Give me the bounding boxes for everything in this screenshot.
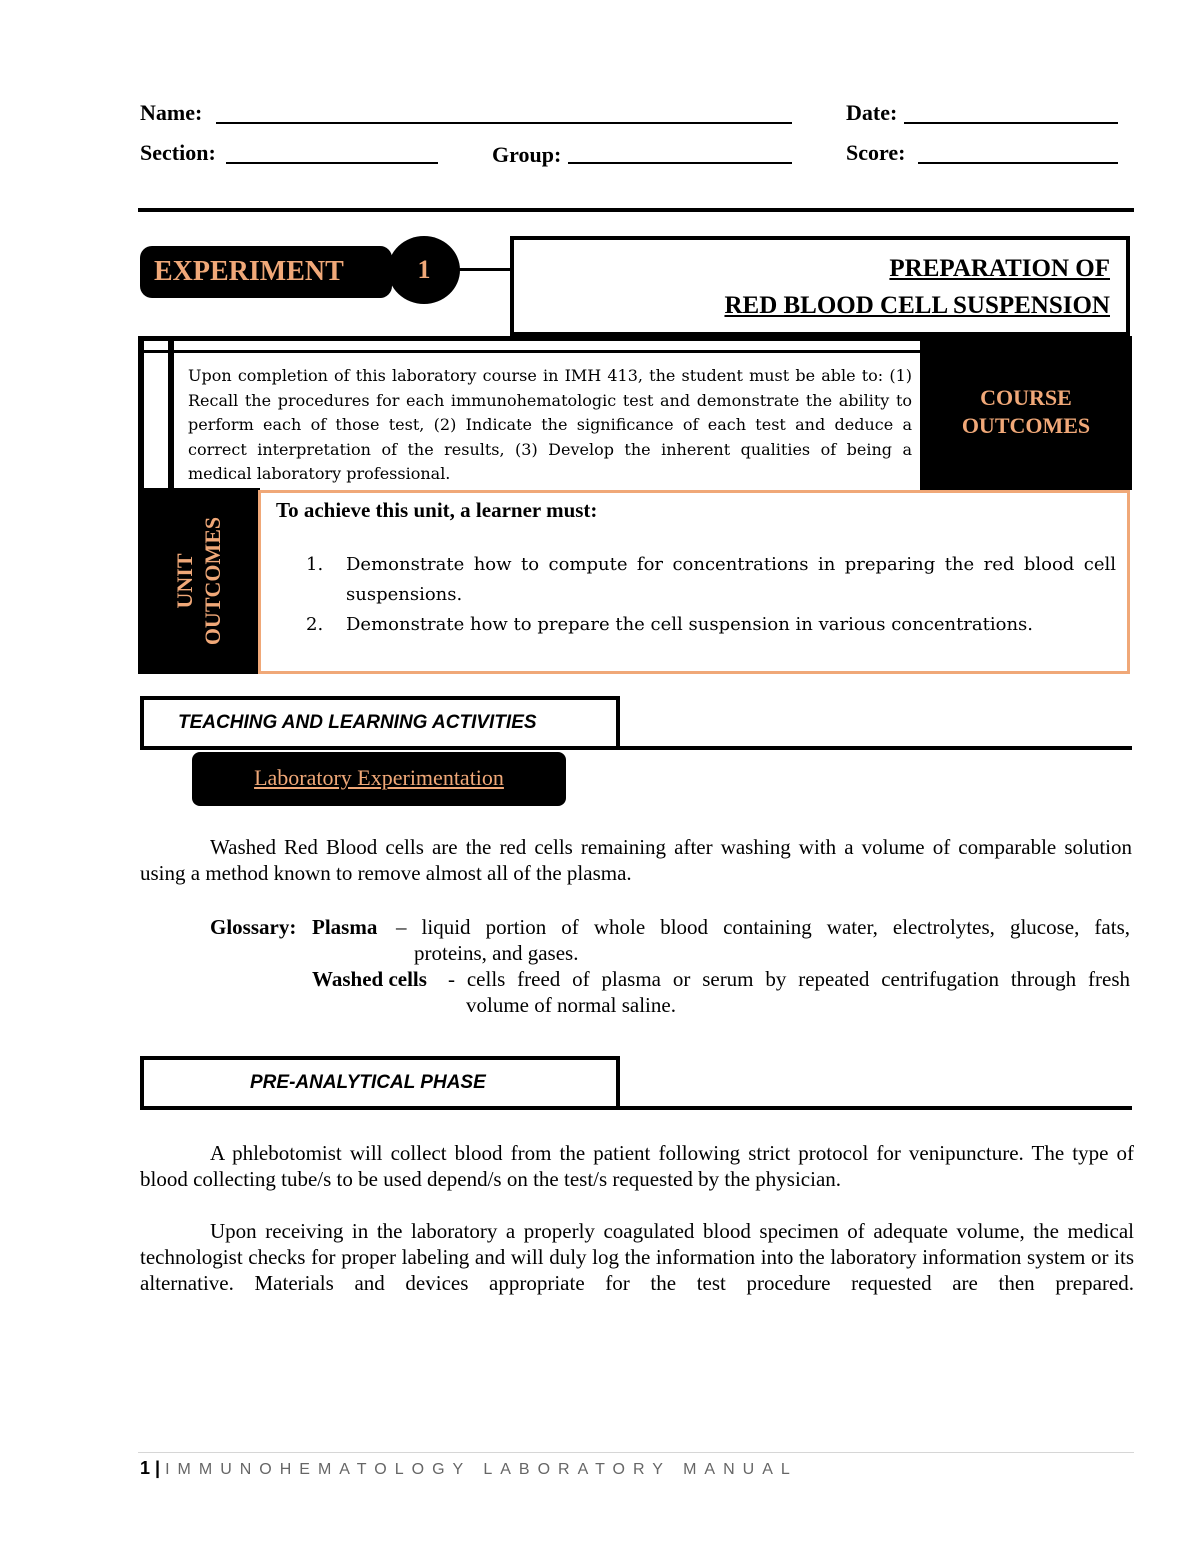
course-outcomes-border-left: [138, 336, 144, 490]
name-label: Name:: [140, 100, 203, 125]
list-item: [306, 550, 1116, 610]
unit-outcomes-label: [138, 488, 260, 674]
page-number: 1: [140, 1458, 151, 1478]
term-plasma: Plasma: [312, 915, 378, 939]
lab-experimentation-tab: [192, 752, 566, 806]
date-field[interactable]: [904, 122, 1118, 124]
list-item-number: 1.: [306, 554, 324, 575]
section-label: Section:: [140, 140, 216, 165]
unit-outcomes-list: [306, 550, 1116, 640]
pre-analytical-heading-rule: [616, 1106, 1132, 1110]
footer-separator: |: [155, 1458, 161, 1478]
teaching-heading-box: [140, 696, 620, 750]
header-rule: [138, 208, 1134, 212]
course-outcomes-border-top: [138, 336, 924, 341]
washed-cells-text: Washed Red Blood cells are the red cells remaining after washing with a volume of comparable solution using a method known to remove almost all of the plasma.: [140, 835, 1132, 885]
course-outcomes-border-inner: [168, 336, 174, 490]
list-item-text: Demonstrate how to prepare the cell suspension in various concentrations.: [346, 614, 1034, 635]
specimen-paragraph: [140, 1218, 1134, 1296]
course-outcomes-border-top2: [138, 350, 924, 353]
list-item-number: 2.: [306, 614, 324, 635]
experiment-number: 1: [388, 236, 460, 304]
course-outcomes-text: Upon completion of this laboratory course in IMH 413, the student must be able to: (1) Recall the procedures for each immunohematologic test and demonstrate the ability to perform each of those test, (2) Indicate the significance of each test and deduce a correct interpretation of the results, (3) Develop the inherent qualities of being a medical laboratory professional.: [188, 366, 912, 483]
section-field[interactable]: [226, 162, 438, 164]
glossary-def-washed-cont: volume of normal saline.: [466, 993, 676, 1017]
unit-outcomes-label-line1: UNIT: [172, 553, 197, 609]
experiment-title-line1: PREPARATION OF: [889, 255, 1110, 282]
term-washed-cells: Washed cells: [312, 967, 427, 991]
pre-analytical-heading-box: [140, 1056, 620, 1110]
course-outcomes-label-line2: OUTCOMES: [961, 413, 1091, 438]
glossary-def-washed: - cells freed of plasma or serum by repeated centrifugation through fresh: [448, 967, 1130, 991]
manual-title: IMMUNOHEMATOLOGY LABORATORY MANUAL: [165, 1461, 798, 1478]
glossary-def-plasma-cont: proteins, and gases.: [414, 941, 579, 965]
phlebotomist-text: A phlebotomist will collect blood from the patient following strict protocol for venipuncture. The type of blood collecting tube/s to be used depend/s on the test/s requested by the physician.: [140, 1141, 1134, 1191]
experiment-title: [510, 236, 1130, 336]
pre-analytical-heading: PRE-ANALYTICAL PHASE: [250, 1072, 486, 1093]
course-outcomes-label-line1: COURSE: [980, 385, 1072, 410]
list-item: [306, 610, 1116, 640]
lab-experimentation-label: Laboratory Experimentation: [254, 765, 504, 790]
glossary-term-washed: [312, 966, 427, 992]
specimen-text-end: prepared.: [1055, 1271, 1135, 1295]
score-label: Score:: [846, 140, 906, 165]
phlebotomist-paragraph: [140, 1140, 1134, 1192]
unit-outcomes-label-line2: OUTCOMES: [200, 516, 225, 646]
glossary-label: [210, 914, 296, 940]
glossary-term-plasma: [312, 914, 377, 940]
name-field[interactable]: [216, 122, 792, 124]
list-item-text: Demonstrate how to compute for concentrations in preparing the red blood cell suspensions.: [346, 554, 1116, 605]
teaching-heading: TEACHING AND LEARNING ACTIVITIES: [178, 712, 537, 733]
score-field[interactable]: [918, 162, 1118, 164]
washed-cells-paragraph: [140, 834, 1132, 886]
experiment-connector: [458, 268, 512, 271]
teaching-heading-rule: [616, 746, 1132, 750]
unit-outcomes-heading: To achieve this unit, a learner must:: [276, 498, 598, 522]
experiment-label: EXPERIMENT: [140, 246, 392, 298]
footer-rule: [138, 1452, 1134, 1453]
group-field[interactable]: [568, 162, 792, 164]
footer: [140, 1458, 798, 1479]
specimen-text: Upon receiving in the laboratory a properly coagulated blood specimen of adequate volume, the medical technologist checks for proper labeling and will duly log the information into the laboratory information system or its alternative. Materials and devices appropriate for the test procedure requested are then: [140, 1219, 1134, 1295]
date-label: Date:: [846, 100, 898, 125]
course-outcomes-label: [920, 384, 1132, 440]
glossary-title: Glossary:: [210, 915, 297, 939]
glossary-def-plasma: – liquid portion of whole blood containing water, electrolytes, glucose, fats,: [396, 915, 1130, 939]
group-label: Group:: [492, 142, 562, 167]
experiment-title-line2: RED BLOOD CELL SUSPENSION: [724, 292, 1110, 319]
